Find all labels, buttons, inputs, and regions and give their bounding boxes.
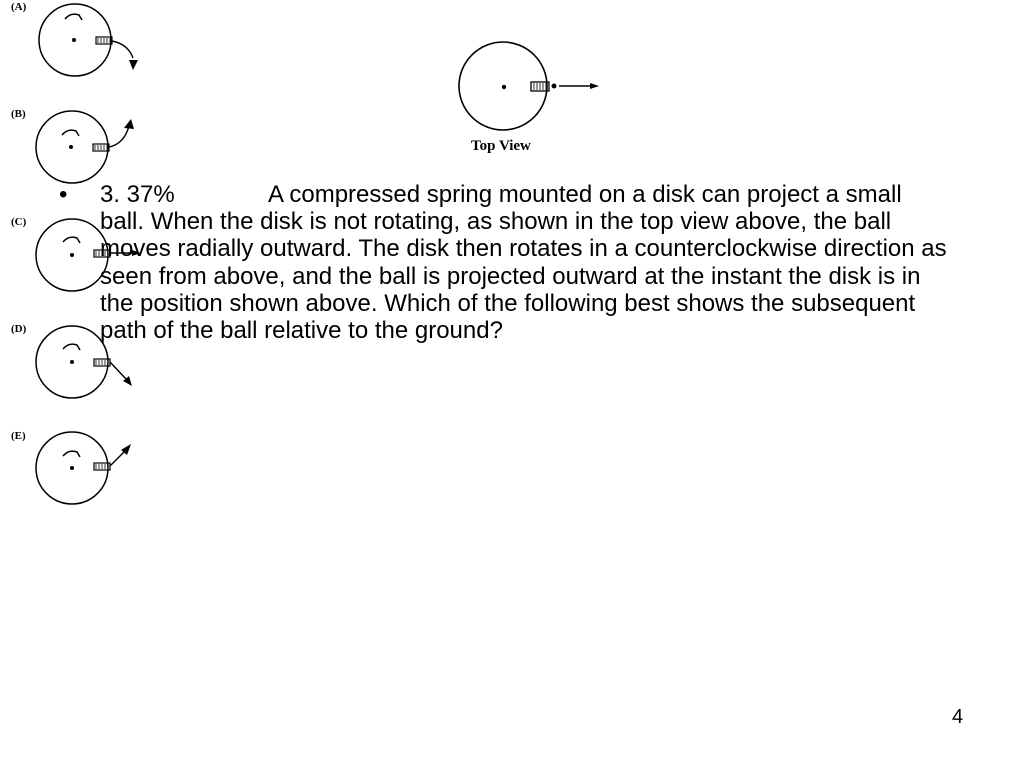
option-a[interactable]: [0, 0, 145, 100]
top-view-figure: [450, 33, 610, 163]
question-body: A compressed spring mounted on a disk can project a small ball. When the disk is not rotating, as shown in the top view above, the ball moves radially outward. The disk then rotates in a counterclockwise direction as seen from above, and the ball is projected outward at the instant the disk is in the position shown above. Which of the following best shows the subsequent path of the ball relative to the ground?: [100, 181, 947, 345]
ball-path: [112, 41, 133, 58]
disk-center: [72, 38, 76, 42]
option-e-figure: [0, 429, 145, 529]
disk-center: [502, 85, 506, 89]
option-letter: (B): [11, 108, 26, 120]
disk-center: [69, 145, 73, 149]
disk-center: [70, 466, 74, 470]
option-a-figure: [0, 0, 145, 100]
option-letter: (A): [11, 1, 27, 13]
path-arrowhead: [129, 60, 138, 70]
disk-center: [70, 360, 74, 364]
path-arrowhead: [124, 119, 134, 129]
percent-correct: 3. 37%: [100, 181, 175, 208]
ball-path: [109, 126, 129, 147]
rotation-arrow: [62, 130, 79, 136]
rotation-arrow: [63, 451, 80, 457]
rotation-arrow: [65, 14, 82, 20]
bullet-marker: •: [59, 181, 68, 208]
option-letter: (E): [11, 430, 26, 442]
ball-path: [110, 451, 125, 466]
ball-path: [110, 362, 126, 379]
option-letter: (D): [11, 323, 27, 335]
option-e[interactable]: [0, 429, 145, 529]
ball: [552, 84, 557, 89]
velocity-arrowhead: [590, 83, 599, 89]
rotation-arrow: [63, 344, 80, 350]
top-view-drawing: [450, 33, 610, 138]
rotation-arrow: [63, 237, 80, 243]
page-number: 4: [952, 706, 964, 728]
disk-center: [70, 253, 74, 257]
option-letter: (C): [11, 216, 27, 228]
question-text: [100, 181, 950, 344]
top-view-caption: Top View: [471, 138, 531, 154]
